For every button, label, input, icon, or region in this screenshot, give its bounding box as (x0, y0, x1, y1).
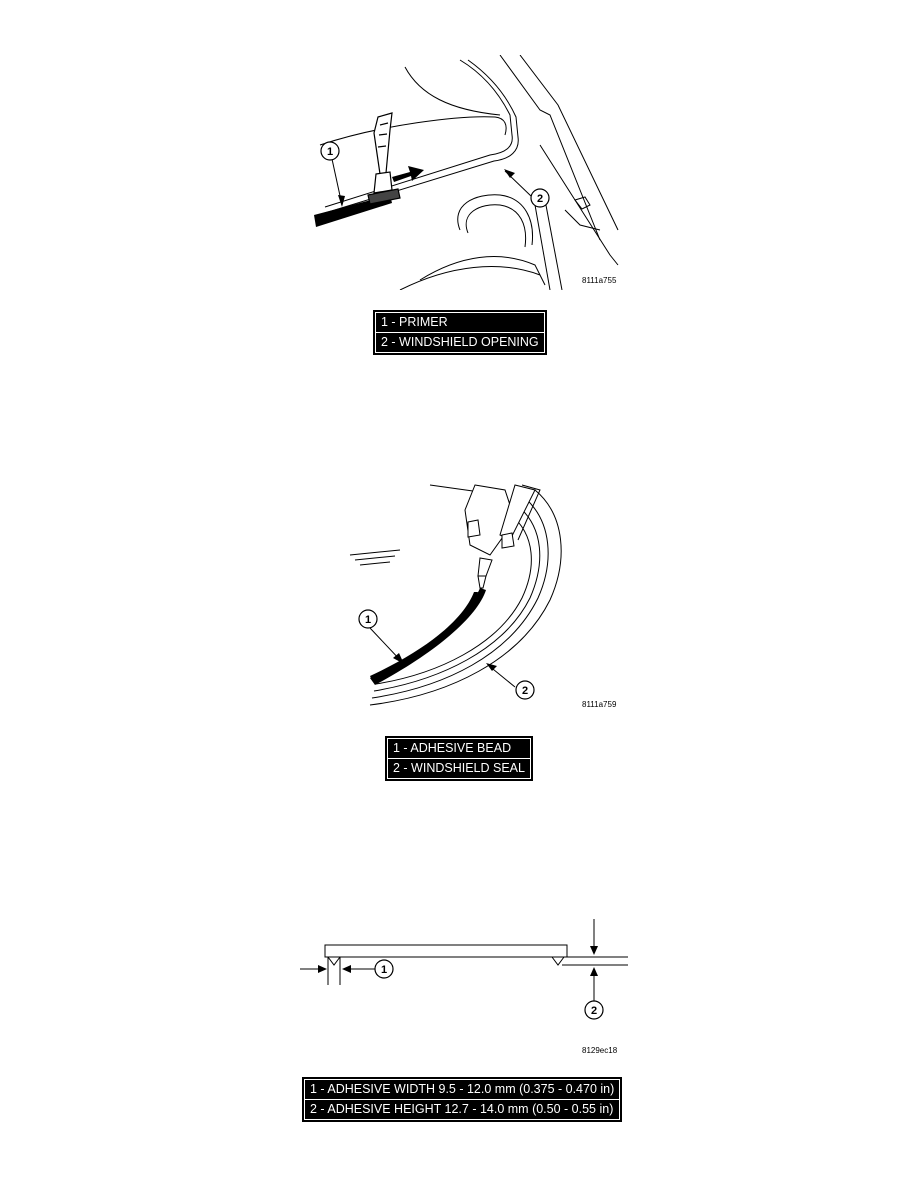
primer-drawing (300, 55, 620, 290)
legend-item-adhesive-height: 2 - ADHESIVE HEIGHT 12.7 - 14.0 mm (0.50 - 0.55 in) (304, 1100, 620, 1120)
svg-text:2: 2 (521, 685, 529, 697)
adhesive-dimensions-drawing (290, 915, 630, 1025)
figure-code: 8129ec18 (582, 1046, 618, 1055)
svg-text:1: 1 (326, 146, 334, 158)
svg-text:2: 2 (536, 193, 544, 205)
legend-item-windshield-opening: 2 - WINDSHIELD OPENING (375, 333, 545, 353)
callout-1 (359, 610, 377, 628)
direction-arrow-icon (392, 166, 424, 182)
svg-text:1: 1 (364, 614, 372, 626)
figure-code: 8111a759 (582, 700, 617, 709)
callout-1 (321, 142, 339, 160)
figure-adhesive-dimensions-diagram (290, 915, 630, 1025)
adhesive-bead-drawing (340, 480, 580, 715)
figure-adhesive-bead-illustration (340, 480, 580, 715)
callout-2 (531, 189, 549, 207)
legend-box (385, 736, 533, 781)
svg-text:1: 1 (380, 964, 388, 976)
callout-2 (585, 1001, 603, 1019)
legend-box (373, 310, 547, 355)
legend-item-primer: 1 - PRIMER (375, 312, 545, 333)
figure-code: 8111a755 (582, 276, 617, 285)
figure-primer-illustration (300, 55, 620, 290)
legend-item-windshield-seal: 2 - WINDSHIELD SEAL (387, 759, 531, 779)
callout-1 (375, 960, 393, 978)
legend-item-adhesive-bead: 1 - ADHESIVE BEAD (387, 738, 531, 759)
legend-item-adhesive-width: 1 - ADHESIVE WIDTH 9.5 - 12.0 mm (0.375 - 0.470 in) (304, 1079, 620, 1100)
legend-box (302, 1077, 622, 1122)
svg-text:2: 2 (590, 1005, 598, 1017)
callout-2 (516, 681, 534, 699)
